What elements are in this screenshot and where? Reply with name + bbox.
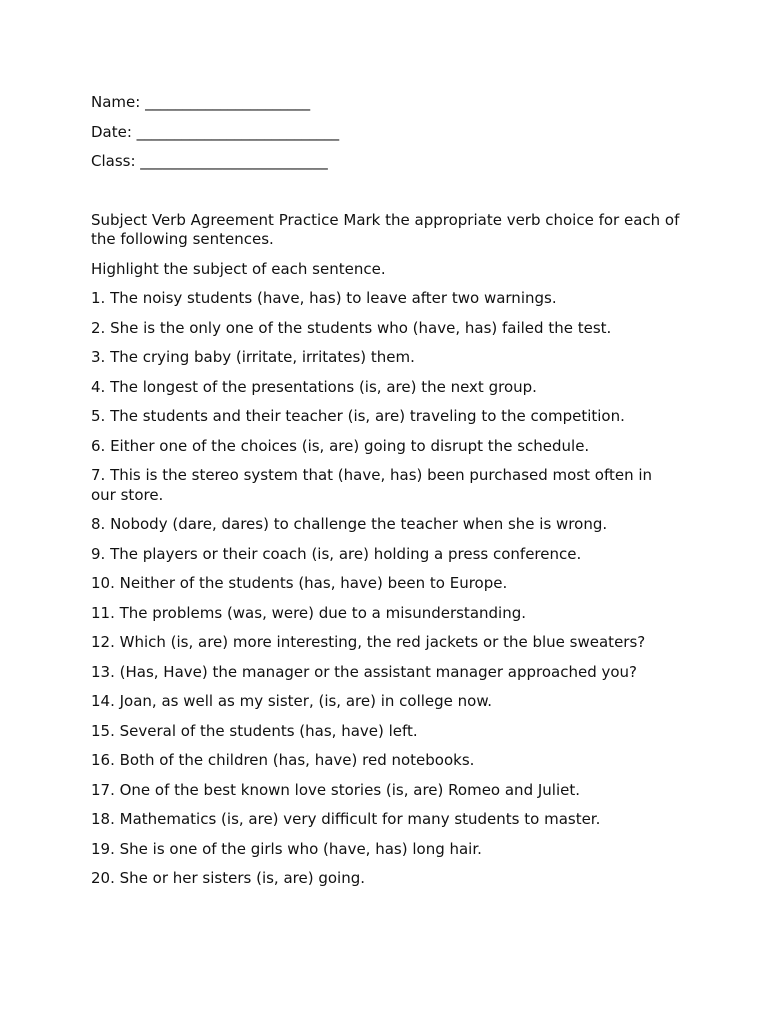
sentence-item: 13. (Has, Have) the manager or the assistant manager approached you?	[91, 662, 638, 681]
sentence-item: 10. Neither of the students (has, have) been to Europe.	[91, 574, 508, 592]
header-spacer	[91, 181, 681, 211]
sentence-item: 8. Nobody (dare, dares) to challenge the teacher when she is wrong.	[91, 515, 608, 533]
sentence-item: 11. The problems (was, were) due to a misunderstanding.	[91, 603, 526, 622]
sentence-item: 5. The students and their teacher (is, are) traveling to the competition.	[91, 407, 625, 425]
sentence-item: 1. The noisy students (have, has) to leave after two warnings.	[91, 289, 557, 307]
sentence-item: 4. The longest of the presentations (is, are) the next group.	[91, 377, 537, 396]
sentence-item: 3. The crying baby (irritate, irritates) them.	[91, 348, 415, 366]
date-field-line: Date: ___________________________	[91, 122, 340, 141]
sentence-item: 19. She is one of the girls who (have, has) long hair.	[91, 839, 482, 858]
sentence-list	[91, 289, 681, 889]
instructions-title: Subject Verb Agreement Practice Mark the appropriate verb choice for each of the following sentences.	[91, 210, 680, 248]
sentence-item: 17. One of the best known love stories (is, are) Romeo and Juliet.	[91, 780, 581, 799]
sentence-item: 15. Several of the students (has, have) left.	[91, 721, 418, 740]
class-field-line: Class: _________________________	[91, 152, 328, 170]
sentence-item: 6. Either one of the choices (is, are) going to disrupt the schedule.	[91, 436, 590, 455]
sentence-item: 18. Mathematics (is, are) very difficult for many students to master.	[91, 810, 601, 828]
name-field-line: Name: ______________________	[91, 93, 311, 111]
instructions-highlight: Highlight the subject of each sentence.	[91, 259, 386, 278]
sentence-item: 7. This is the stereo system that (have, has) been purchased most often in our store.	[91, 466, 653, 504]
sentence-item: 2. She is the only one of the students who (have, has) failed the test.	[91, 318, 612, 337]
sentence-item: 9. The players or their coach (is, are) holding a press conference.	[91, 544, 582, 563]
sentence-item: 14. Joan, as well as my sister, (is, are) in college now.	[91, 692, 493, 710]
sentence-item: 16. Both of the children (has, have) red notebooks.	[91, 751, 475, 769]
sentence-item: 12. Which (is, are) more interesting, the red jackets or the blue sweaters?	[91, 633, 646, 651]
worksheet-page	[91, 92, 681, 899]
sentence-item: 20. She or her sisters (is, are) going.	[91, 869, 365, 887]
